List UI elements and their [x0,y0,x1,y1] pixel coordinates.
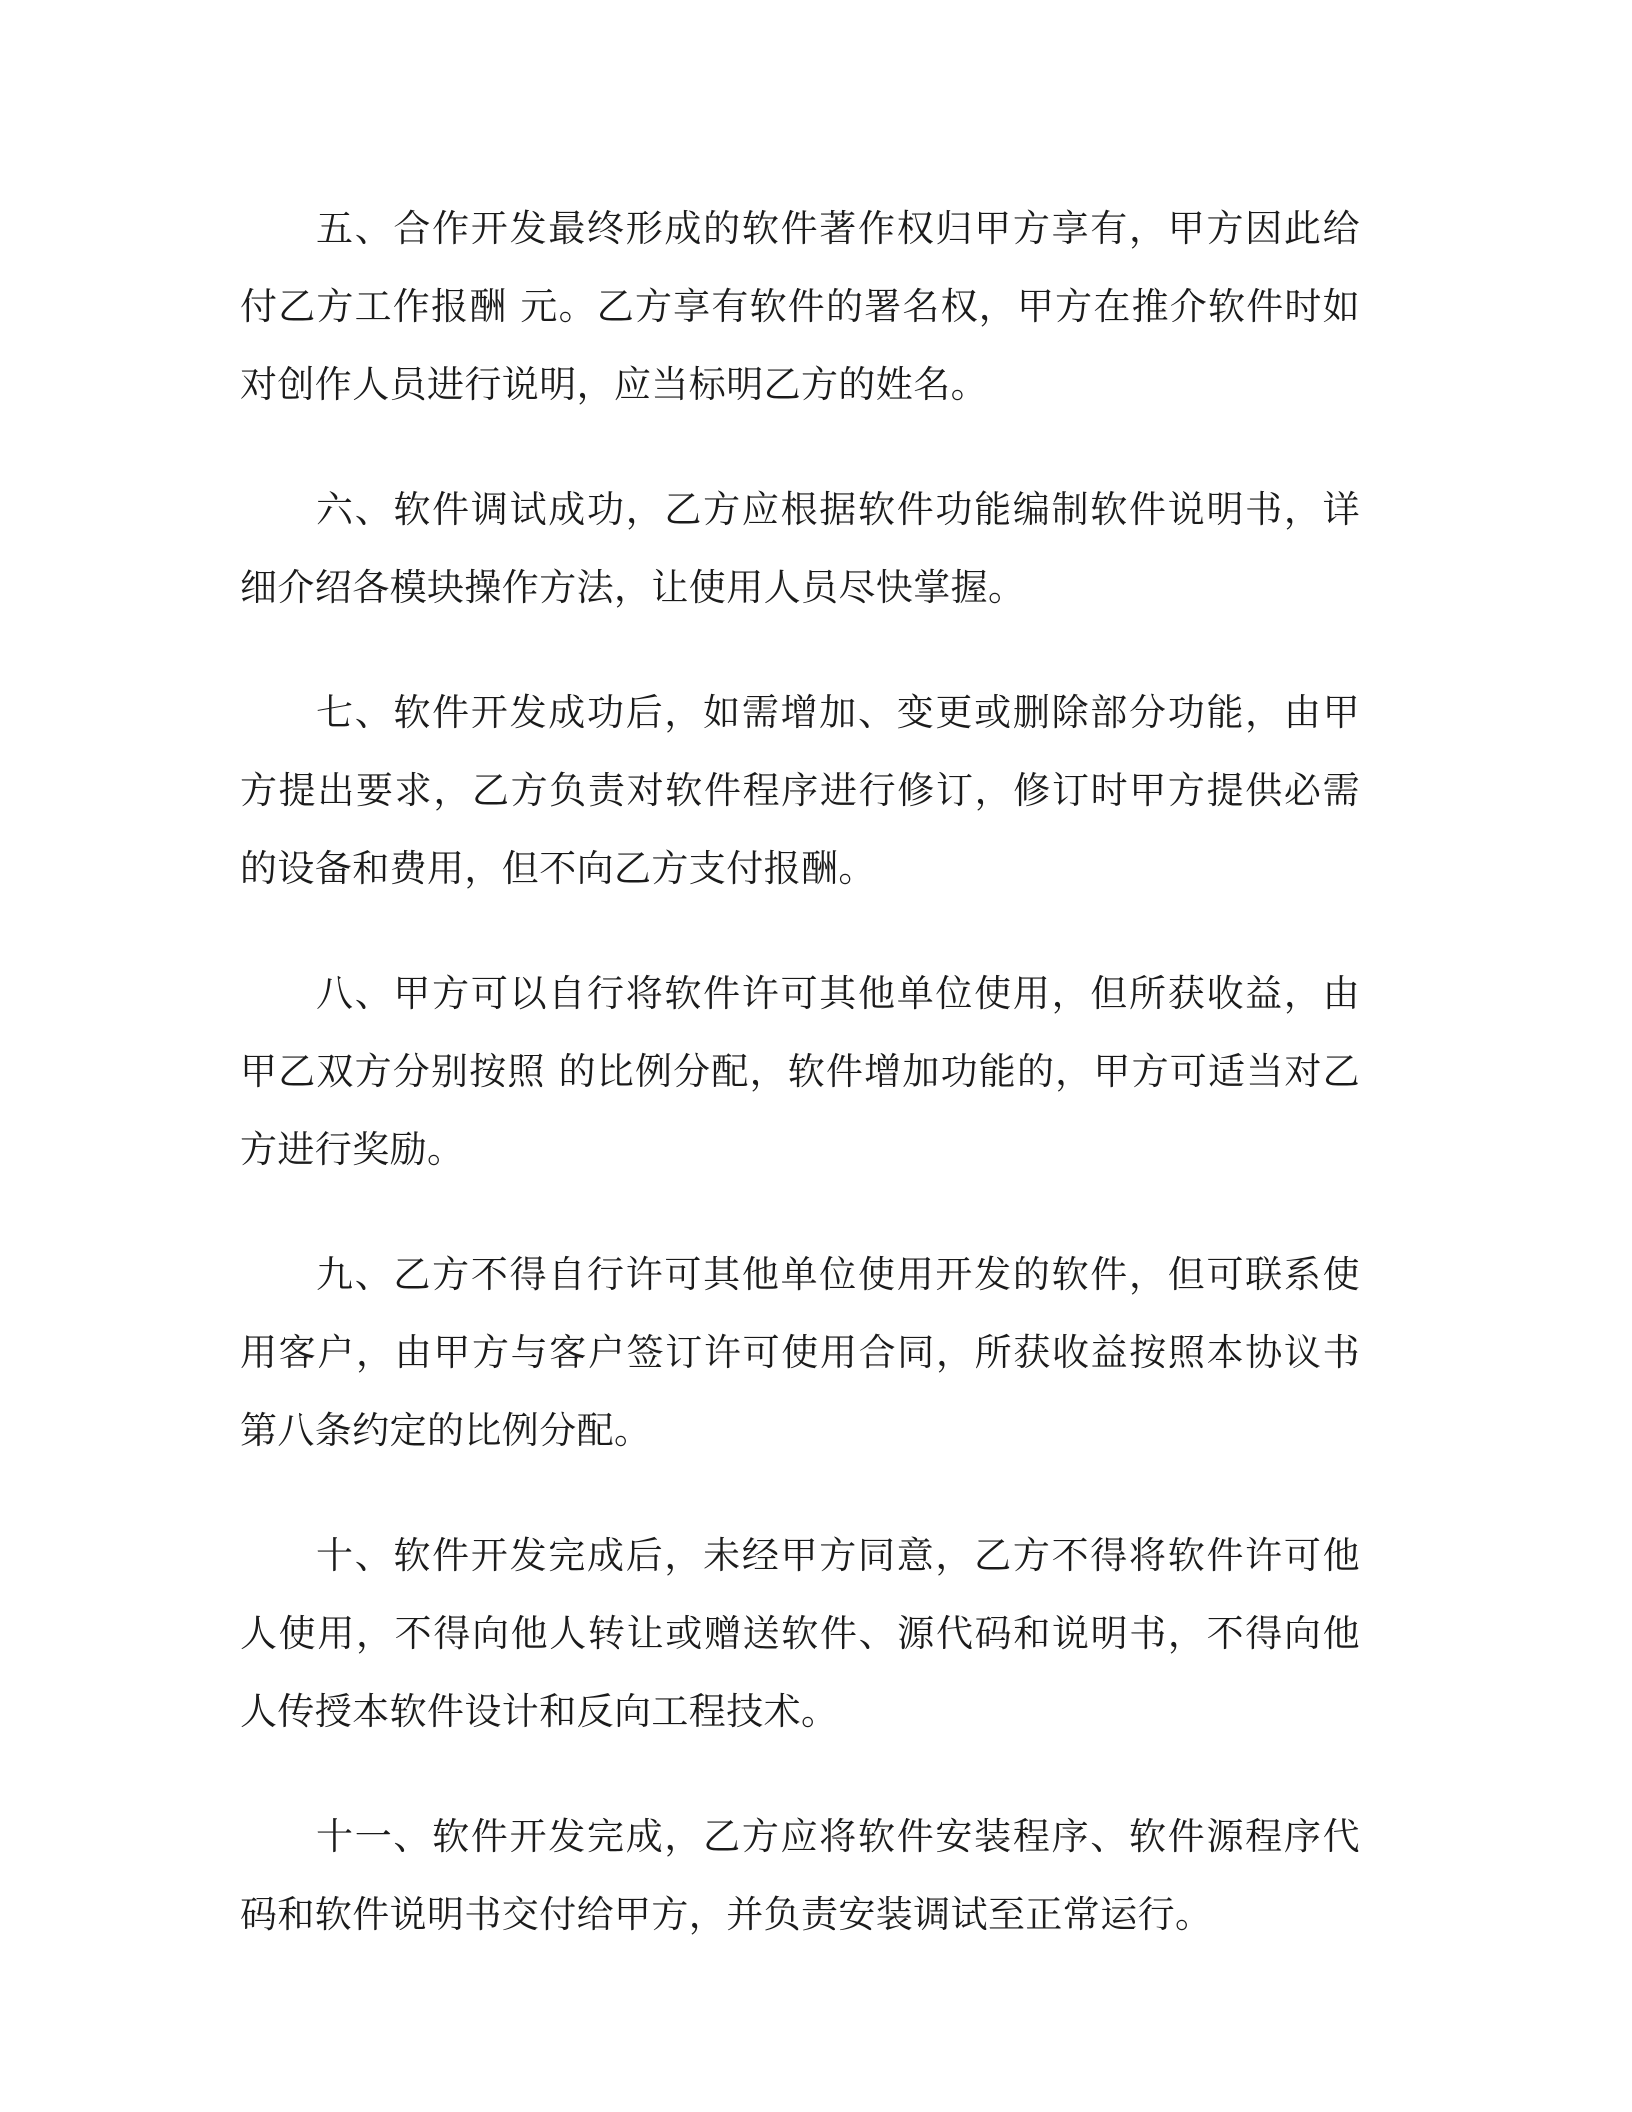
clause-7: 七、软件开发成功后，如需增加、变更或删除部分功能，由甲方提出要求，乙方负责对软件程序进行修订，修订时甲方提供必需的设备和费用，但不向乙方支付报酬。 [240,691,1360,890]
clause-5: 五、合作开发最终形成的软件著作权归甲方享有，甲方因此给付乙方工作报酬 元。乙方享有软件的署名权，甲方在推介软件时如对创作人员进行说明，应当标明乙方的姓名。 [240,207,1360,406]
document-body [240,190,1360,2001]
clause-8: 八、甲方可以自行将软件许可其他单位使用，但所获收益，由甲乙双方分别按照 的比例分配，软件增加功能的，甲方可适当对乙方进行奖励。 [240,972,1360,1171]
clause-11: 十一、软件开发完成，乙方应将软件安装程序、软件源程序代码和软件说明书交付给甲方，并负责安装调试至正常运行。 [240,1815,1360,1936]
clause-9: 九、乙方不得自行许可其他单位使用开发的软件，但可联系使用客户，由甲方与客户签订许可使用合同，所获收益按照本协议书第八条约定的比例分配。 [240,1253,1360,1452]
clause-6: 六、软件调试成功，乙方应根据软件功能编制软件说明书，详细介绍各模块操作方法，让使用人员尽快掌握。 [240,488,1360,609]
clause-10: 十、软件开发完成后，未经甲方同意，乙方不得将软件许可他人使用，不得向他人转让或赠送软件、源代码和说明书，不得向他人传授本软件设计和反向工程技术。 [240,1534,1360,1733]
